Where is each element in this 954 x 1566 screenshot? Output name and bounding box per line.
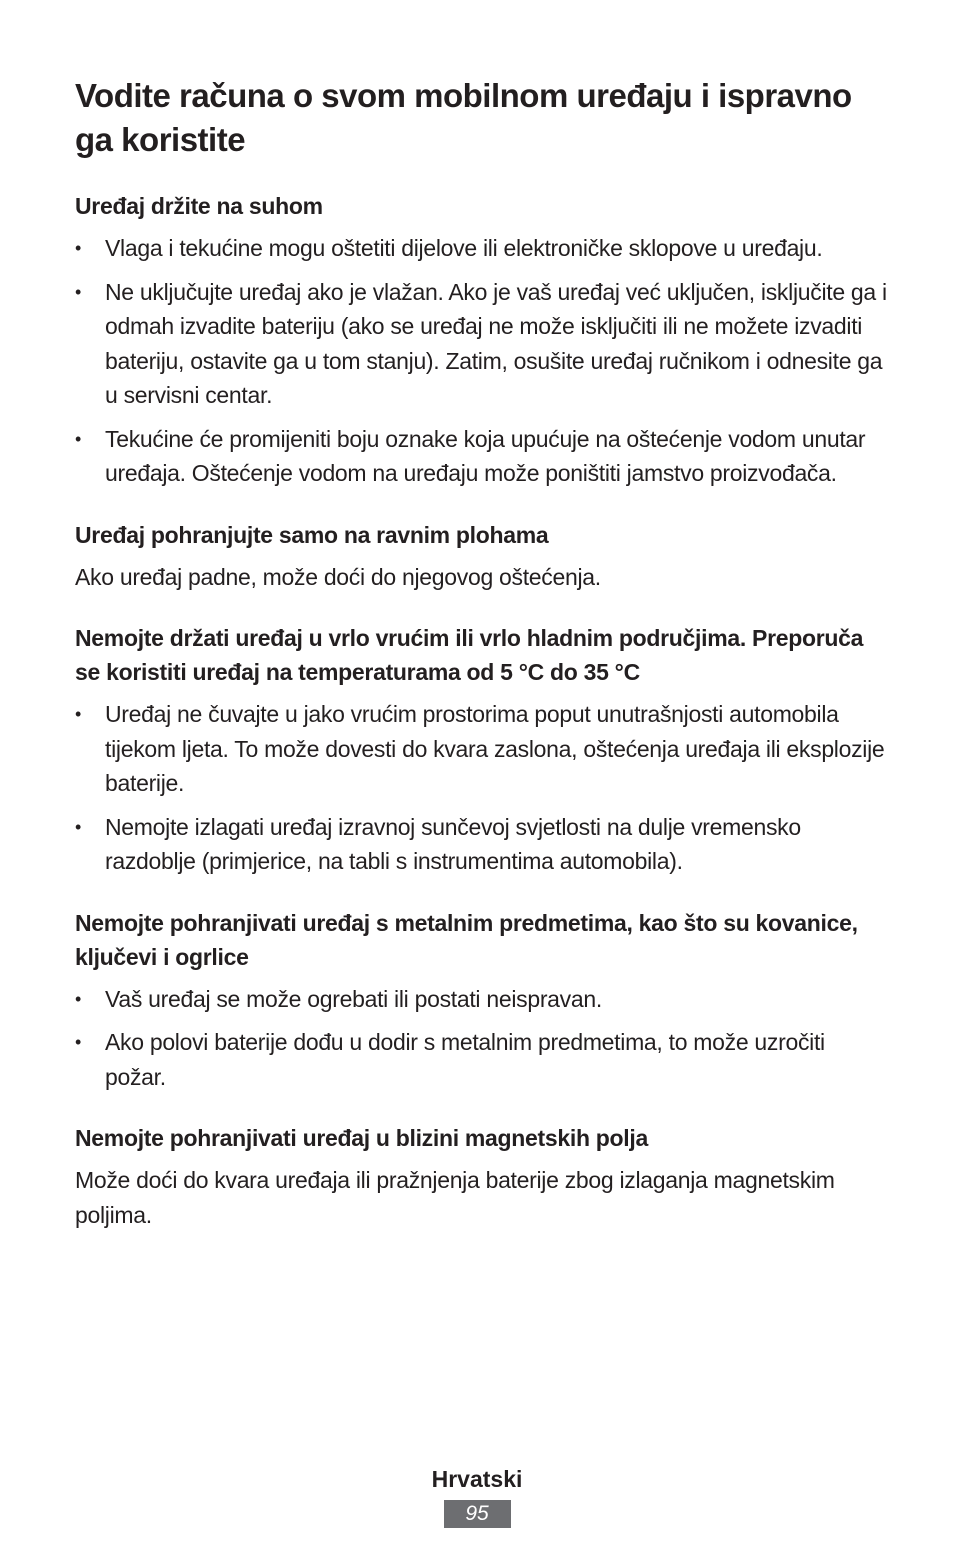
bullet-icon: • [75,428,82,449]
list-item-text: Ne uključujte uređaj ako je vlažan. Ako je vaš uređaj već uključen, isključite ga i odmah izvadite bateriju (ako se uređaj ne može isključiti ili ne možete izvaditi bateriju, ostavite ga u tom stanju). Zatim, osušite uređaj ručnikom i odnesite ga u servisni centar. [105,278,887,408]
section-heading: Uređaj pohranjujte samo na ravnim plohama [75,521,549,548]
section-flat-surfaces [75,518,890,595]
list-item [75,697,890,801]
page-number: 95 [444,1500,511,1528]
list-item [75,422,890,491]
bullet-icon: • [75,988,82,1009]
document-page [75,74,890,1232]
bullet-list [75,231,890,491]
list-item-text: Ako polovi baterije dođu u dodir s metalnim predmetima, to može uzročiti požar. [105,1029,825,1090]
section-keep-dry [75,189,890,491]
bullet-icon: • [75,1032,82,1052]
list-item [75,231,890,266]
list-item [75,275,890,413]
list-item-text: Tekućine će promijeniti boju oznake koja upućuje na oštećenje vodom unutar uređaja. Oštećenje vodom na uređaju može poništiti jamstvo proizvođača. [105,425,866,486]
bullet-list [75,982,890,1095]
list-item [75,1025,890,1094]
list-item-text: Vlaga i tekućine mogu oštetiti dijelove ili elektroničke sklopove u uređaju. [105,235,823,261]
section-metal-objects [75,906,890,1095]
bullet-icon: • [75,281,82,302]
list-item [75,982,890,1017]
list-item-text: Uređaj ne čuvajte u jako vrućim prostorima poput unutrašnjosti automobila tijekom ljeta. To može dovesti do kvara zaslona, oštećenja uređaja ili eksplozije baterije. [105,701,885,796]
list-item-text: Vaš uređaj se može ogrebati ili postati neispravan. [105,985,602,1012]
bullet-icon: • [75,816,82,837]
section-heading: Nemojte pohranjivati uređaj s metalnim predmetima, kao što su kovanice, ključevi i ogrlice [75,909,858,970]
section-heading: Nemojte držati uređaj u vrlo vrućim ili vrlo hladnim područjima. Preporuča se koristiti uređaj na temperaturama od 5 °C do 35 °C [75,625,864,685]
section-text: Ako uređaj padne, može doći do njegovog oštećenja. [75,563,601,590]
page-title: Vodite računa o svom mobilnom uređaju i ispravno ga koristite [75,77,852,158]
section-magnetic-fields [75,1121,890,1232]
list-item-text: Nemojte izlagati uređaj izravnoj sunčevoj svjetlosti na dulje vremensko razdoblje (primjerice, na tabli s instrumentima automobila). [105,813,801,874]
page-footer [0,1462,954,1528]
list-item [75,810,890,879]
footer-language: Hrvatski [431,1466,523,1492]
section-temperature [75,621,890,879]
section-text: Može doći do kvara uređaja ili pražnjenja baterije zbog izlaganja magnetskim poljima. [75,1167,835,1228]
bullet-list [75,697,890,879]
section-heading: Nemojte pohranjivati uređaj u blizini magnetskih polja [75,1125,648,1151]
bullet-icon: • [75,238,82,258]
section-heading: Uređaj držite na suhom [75,193,323,219]
bullet-icon: • [75,704,82,724]
